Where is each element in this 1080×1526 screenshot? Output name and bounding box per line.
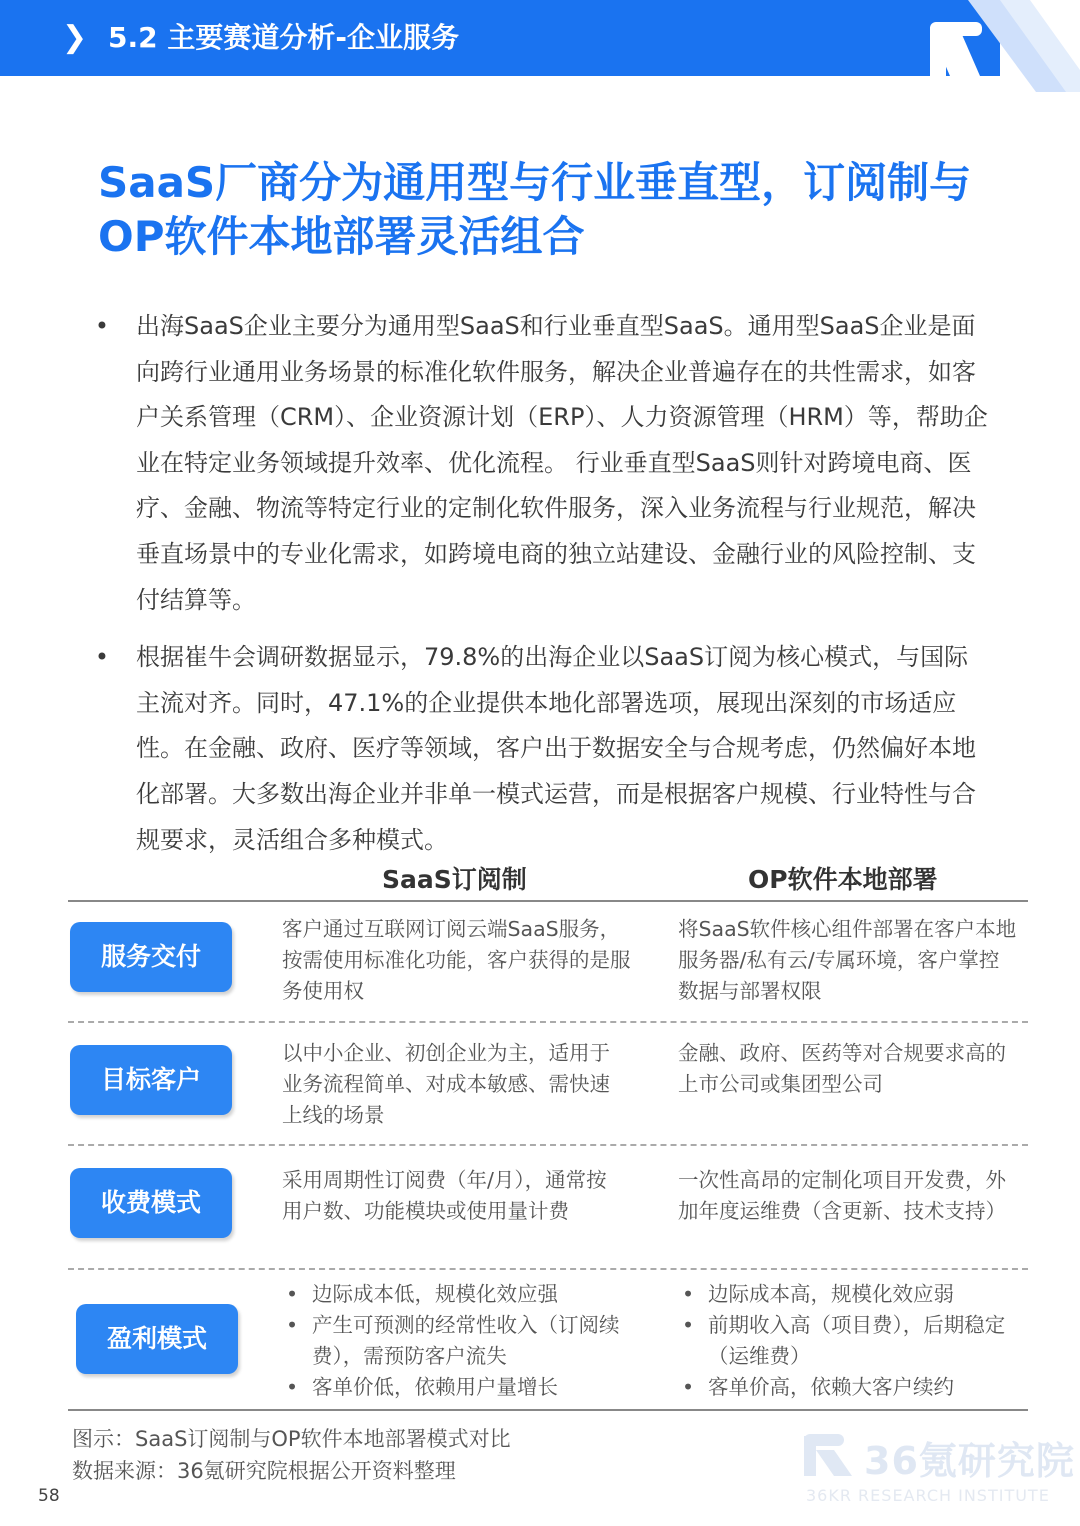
bullet-dot-icon: •	[94, 312, 110, 340]
page-title-line1: SaaS厂商分为通用型与行业垂直型，订阅制与	[98, 158, 972, 207]
cell-saas-target: 以中小企业、初创企业为主，适用于业务流程简单、对成本敏感、需快速上线的场景	[282, 1041, 610, 1127]
row-label-delivery: 服务交付	[70, 922, 232, 992]
row-divider	[68, 1021, 1028, 1023]
row-label-profit: 盈利模式	[76, 1304, 238, 1374]
row-divider	[68, 1144, 1028, 1146]
watermark-logo-icon	[800, 1430, 860, 1480]
brand-logo-icon	[880, 0, 1080, 92]
table-bottom-rule	[68, 1409, 1028, 1411]
list-item	[92, 635, 992, 863]
list-item: • 边际成本低，规模化效应强	[282, 1279, 632, 1310]
cell-saas-pricing: 采用周期性订阅费（年/月），通常按用户数、功能模块或使用量计费	[282, 1168, 607, 1223]
cell-op-target: 金融、政府、医药等对合规要求高的上市公司或集团型公司	[678, 1041, 1006, 1096]
list-item: • 边际成本高，规模化效应弱	[678, 1279, 1023, 1310]
bullet-dot-icon: •	[682, 1375, 695, 1399]
table-top-rule	[68, 900, 1028, 902]
column-header-op: OP软件本地部署	[748, 865, 938, 894]
bullet-dot-icon: •	[286, 1313, 299, 1337]
cell-op-profit	[678, 1279, 1023, 1403]
cell-saas-profit	[282, 1279, 632, 1403]
list-item: • 客单价高，依赖大客户续约	[678, 1372, 1023, 1403]
bullet-dot-icon: •	[286, 1282, 299, 1306]
bullet-dot-icon: •	[286, 1375, 299, 1399]
list-item: • 客单价低，依赖用户量增长	[282, 1372, 632, 1403]
page-header	[0, 0, 1080, 90]
bullet-text: 根据崔牛会调研数据显示，79.8%的出海企业以SaaS订阅为核心模式，与国际主流对齐。同时，47.1%的企业提供本地化部署选项，展现出深刻的市场适应性。在金融、政府、医疗等领域，客户出于数据安全与合规考虑，仍然偏好本地化部署。大多数出海企业并非单一模式运营，而是根据客户规模、行业特性与合规要求，灵活组合多种模式。	[136, 643, 976, 854]
bullet-dot-icon: •	[682, 1313, 695, 1337]
list-item	[92, 304, 992, 623]
figure-caption: 图示：SaaS订阅制与OP软件本地部署模式对比	[72, 1427, 511, 1451]
bullet-dot-icon: •	[94, 643, 110, 672]
column-header-saas: SaaS订阅制	[382, 865, 527, 894]
page-title-line2: OP软件本地部署灵活组合	[98, 212, 585, 261]
bullet-dot-icon: •	[682, 1282, 695, 1306]
list-item: • 前期收入高（项目费），后期稳定（运维费）	[678, 1310, 1023, 1372]
watermark-name: 36氪研究院	[864, 1439, 1075, 1483]
cell-op-pricing: 一次性高昂的定制化项目开发费，外加年度运维费（含更新、技术支持）	[678, 1168, 1006, 1223]
chevron-right-icon: ❯	[62, 20, 88, 55]
bullet-text: 出海SaaS企业主要分为通用型SaaS和行业垂直型SaaS。通用型SaaS企业是面向跨行业通用业务场景的标准化软件服务，解决企业普遍存在的共性需求，如客户关系管理（CRM）、企业资源计划（ERP）、人力资源管理（HRM）等，帮助企业在特定业务领域提升效率、优化流程。 行业垂直型SaaS则针对跨境电商、医疗、金融、物流等特定行业的定制化软件服务，深入业务流程与行业规范，解决垂直场景中的专业化需求，如跨境电商的独立站建设、金融行业的风险控制、支付结算等。	[136, 312, 988, 614]
cell-op-delivery: 将SaaS软件核心组件部署在客户本地服务器/私有云/专属环境，客户掌控数据与部署权限	[678, 917, 1017, 1003]
page-title	[98, 156, 998, 264]
row-label-pricing: 收费模式	[70, 1168, 232, 1238]
bullet-list	[92, 304, 992, 875]
row-label-target: 目标客户	[70, 1045, 232, 1115]
row-divider	[68, 1268, 1028, 1270]
source-caption: 数据来源：36氪研究院根据公开资料整理	[72, 1459, 456, 1483]
cell-saas-delivery: 客户通过互联网订阅云端SaaS服务，按需使用标准化功能，客户获得的是服务使用权	[282, 917, 631, 1003]
section-title: 5.2 主要赛道分析-企业服务	[108, 21, 459, 54]
page-number: 58	[38, 1486, 60, 1506]
list-item: • 产生可预测的经常性收入（订阅续费），需预防客户流失	[282, 1310, 632, 1372]
watermark-subtitle: 36KR RESEARCH INSTITUTE	[806, 1486, 1050, 1505]
